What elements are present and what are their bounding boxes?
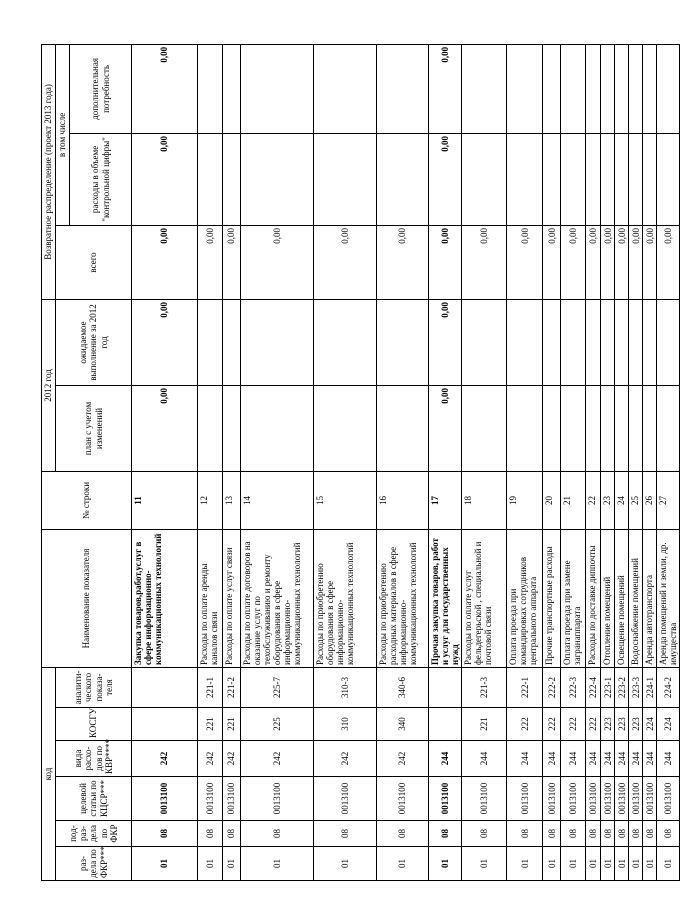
cell-name: Расходы по приобретению расходных материалов в сфере информационно-коммуникационных технологий <box>377 529 429 667</box>
cell-celevoy: 0013100 <box>561 777 586 821</box>
cell-control <box>241 133 314 225</box>
cell-kosgu: 224 <box>657 708 680 741</box>
cell-kosgu: 223 <box>615 708 629 741</box>
cell-total: 0,00 <box>198 225 223 299</box>
cell-kosgu: 223 <box>629 708 643 741</box>
cell-vid: 242 <box>314 741 377 777</box>
header-expected: ожидаемое выполнение за 2012 год <box>56 299 132 385</box>
header-row-number: № строки <box>42 471 132 529</box>
cell-name: Закупка товаров,работ,услуг в сфере информационно-коммуникационных технологий <box>132 529 198 667</box>
cell-kosgu: 225 <box>241 708 314 741</box>
cell-kosgu: 222 <box>507 708 543 741</box>
table-row <box>657 44 680 880</box>
cell-additional <box>198 44 223 133</box>
cell-vid: 242 <box>198 741 223 777</box>
cell-razdel: 01 <box>643 847 657 881</box>
cell-kosgu: 222 <box>543 708 561 741</box>
cell-row-number: 15 <box>314 471 377 529</box>
cell-total: 0,00 <box>462 225 507 299</box>
cell-podrazdel: 08 <box>223 821 241 847</box>
cell-razdel: 01 <box>629 847 643 881</box>
cell-razdel: 01 <box>132 847 198 881</box>
cell-additional <box>507 44 543 133</box>
cell-podrazdel: 08 <box>615 821 629 847</box>
cell-expected <box>241 299 314 385</box>
cell-analit: 221-3 <box>462 667 507 707</box>
cell-analit: 223-1 <box>601 667 615 707</box>
cell-additional <box>643 44 657 133</box>
cell-celevoy: 0013100 <box>198 777 223 821</box>
cell-celevoy: 0013100 <box>507 777 543 821</box>
cell-podrazdel: 08 <box>462 821 507 847</box>
cell-total: 0,00 <box>543 225 561 299</box>
cell-plan <box>314 385 377 471</box>
cell-plan <box>507 385 543 471</box>
cell-total: 0,00 <box>657 225 680 299</box>
cell-vid: 244 <box>615 741 629 777</box>
cell-expected <box>657 299 680 385</box>
cell-podrazdel: 08 <box>601 821 615 847</box>
header-plan: план с учетом изменений <box>56 385 132 471</box>
cell-podrazdel: 08 <box>241 821 314 847</box>
cell-kosgu: 224 <box>643 708 657 741</box>
cell-name: Оплата проезда при командировках сотрудников центрального аппарата <box>507 529 543 667</box>
header-return-distribution: Возвратное распределение (проект 2013 года) <box>42 44 56 299</box>
cell-expected <box>377 299 429 385</box>
cell-plan <box>561 385 586 471</box>
header-total: всего <box>56 225 132 299</box>
cell-vid: 244 <box>429 741 462 777</box>
header-podrazdel: под- раз- дела по ФКР <box>56 821 132 847</box>
cell-celevoy: 0013100 <box>429 777 462 821</box>
cell-celevoy: 0013100 <box>586 777 601 821</box>
header-control: расходы в объеме "контрольной цифры" <box>70 133 132 225</box>
cell-razdel: 01 <box>586 847 601 881</box>
cell-podrazdel: 08 <box>629 821 643 847</box>
cell-control <box>198 133 223 225</box>
cell-vid: 244 <box>601 741 615 777</box>
budget-table <box>41 44 680 881</box>
cell-celevoy: 0013100 <box>615 777 629 821</box>
cell-name: Расходы по оплате аренды каналов связи <box>198 529 223 667</box>
table-row <box>377 44 429 880</box>
table-row <box>615 44 629 880</box>
cell-expected: 0,00 <box>132 299 198 385</box>
table-row <box>223 44 241 880</box>
cell-row-number: 23 <box>601 471 615 529</box>
cell-celevoy: 0013100 <box>132 777 198 821</box>
cell-vid: 244 <box>561 741 586 777</box>
cell-row-number: 27 <box>657 471 680 529</box>
cell-total: 0,00 <box>241 225 314 299</box>
table-row <box>198 44 223 880</box>
cell-total: 0,00 <box>429 225 462 299</box>
cell-podrazdel: 08 <box>657 821 680 847</box>
header-kosgu: КОСГУ <box>56 708 132 741</box>
cell-kosgu: 310 <box>314 708 377 741</box>
cell-razdel: 01 <box>507 847 543 881</box>
cell-podrazdel: 08 <box>507 821 543 847</box>
cell-vid: 244 <box>643 741 657 777</box>
cell-additional <box>657 44 680 133</box>
cell-additional <box>377 44 429 133</box>
cell-podrazdel: 08 <box>643 821 657 847</box>
cell-expected <box>507 299 543 385</box>
cell-razdel: 01 <box>657 847 680 881</box>
cell-row-number: 21 <box>561 471 586 529</box>
cell-kosgu: 222 <box>586 708 601 741</box>
header-kod: код <box>42 667 56 880</box>
cell-control: 0,00 <box>132 133 198 225</box>
table-row <box>586 44 601 880</box>
cell-celevoy: 0013100 <box>241 777 314 821</box>
cell-expected <box>629 299 643 385</box>
cell-podrazdel: 08 <box>561 821 586 847</box>
cell-additional <box>561 44 586 133</box>
cell-control <box>629 133 643 225</box>
cell-kosgu: 223 <box>601 708 615 741</box>
cell-control <box>314 133 377 225</box>
cell-expected <box>601 299 615 385</box>
cell-razdel: 01 <box>241 847 314 881</box>
cell-additional <box>615 44 629 133</box>
cell-expected <box>314 299 377 385</box>
table-row <box>643 44 657 880</box>
cell-total: 0,00 <box>132 225 198 299</box>
cell-expected <box>198 299 223 385</box>
header-celevoy: целевой статьи по КЦСР*** <box>56 777 132 821</box>
rotated-page <box>41 45 679 881</box>
cell-plan <box>586 385 601 471</box>
cell-plan <box>543 385 561 471</box>
cell-additional <box>629 44 643 133</box>
cell-row-number: 18 <box>462 471 507 529</box>
cell-analit: 221-1 <box>198 667 223 707</box>
cell-row-number: 11 <box>132 471 198 529</box>
cell-kosgu <box>132 708 198 741</box>
cell-plan: 0,00 <box>132 385 198 471</box>
cell-expected <box>586 299 601 385</box>
cell-total: 0,00 <box>223 225 241 299</box>
cell-analit: 223-3 <box>629 667 643 707</box>
header-additional: дополнительная потребность <box>70 44 132 133</box>
table-row <box>543 44 561 880</box>
cell-name: Отопление помещений <box>601 529 615 667</box>
cell-podrazdel: 08 <box>314 821 377 847</box>
cell-row-number: 17 <box>429 471 462 529</box>
cell-vid: 242 <box>377 741 429 777</box>
cell-total: 0,00 <box>507 225 543 299</box>
cell-razdel: 01 <box>615 847 629 881</box>
cell-plan <box>462 385 507 471</box>
cell-celevoy: 0013100 <box>643 777 657 821</box>
cell-row-number: 20 <box>543 471 561 529</box>
table-row <box>507 44 543 880</box>
cell-row-number: 12 <box>198 471 223 529</box>
cell-name: Расходы по оплате договоров на оказание услуг по техобслуживанию и ремонту оборудования в сфере информационно-коммуникационных технологий <box>241 529 314 667</box>
table-row <box>429 44 462 880</box>
cell-analit: 222-4 <box>586 667 601 707</box>
cell-plan <box>377 385 429 471</box>
cell-plan <box>643 385 657 471</box>
cell-additional <box>586 44 601 133</box>
table-row <box>462 44 507 880</box>
cell-analit: 222-1 <box>507 667 543 707</box>
cell-podrazdel: 08 <box>429 821 462 847</box>
cell-name: Аренда автотранспорта <box>643 529 657 667</box>
cell-analit <box>429 667 462 707</box>
cell-plan <box>657 385 680 471</box>
cell-additional: 0,00 <box>132 44 198 133</box>
cell-podrazdel: 08 <box>132 821 198 847</box>
cell-control: 0,00 <box>429 133 462 225</box>
cell-expected <box>462 299 507 385</box>
cell-expected <box>561 299 586 385</box>
cell-razdel: 01 <box>429 847 462 881</box>
cell-analit: 223-2 <box>615 667 629 707</box>
cell-analit: 222-2 <box>543 667 561 707</box>
header-analit: аналити- ческого показа- теля <box>56 667 132 707</box>
cell-control <box>586 133 601 225</box>
cell-vid: 242 <box>132 741 198 777</box>
cell-celevoy: 0013100 <box>314 777 377 821</box>
cell-analit: 224-2 <box>657 667 680 707</box>
cell-total: 0,00 <box>601 225 615 299</box>
cell-celevoy: 0013100 <box>543 777 561 821</box>
cell-expected <box>223 299 241 385</box>
cell-podrazdel: 08 <box>543 821 561 847</box>
cell-total: 0,00 <box>561 225 586 299</box>
cell-vid: 242 <box>223 741 241 777</box>
cell-control <box>462 133 507 225</box>
cell-additional: 0,00 <box>429 44 462 133</box>
cell-razdel: 01 <box>601 847 615 881</box>
cell-control <box>561 133 586 225</box>
header-including: в том числе <box>56 44 70 225</box>
cell-total: 0,00 <box>615 225 629 299</box>
cell-podrazdel: 08 <box>377 821 429 847</box>
cell-additional <box>601 44 615 133</box>
header-year-2012: 2012 год <box>42 299 56 471</box>
cell-vid: 242 <box>241 741 314 777</box>
cell-celevoy: 0013100 <box>601 777 615 821</box>
cell-name: Аренда помещений и земли, др. имущества <box>657 529 680 667</box>
cell-plan <box>629 385 643 471</box>
cell-control <box>377 133 429 225</box>
header-razdel: раз- дела по ФКР*** <box>56 847 132 881</box>
cell-celevoy: 0013100 <box>657 777 680 821</box>
cell-vid: 244 <box>657 741 680 777</box>
cell-row-number: 19 <box>507 471 543 529</box>
cell-razdel: 01 <box>377 847 429 881</box>
table-row <box>241 44 314 880</box>
cell-name: Водоснабжение помещений <box>629 529 643 667</box>
cell-expected <box>615 299 629 385</box>
cell-name: Прочая закупка товаров, работ и услуг для государственных нужд <box>429 529 462 667</box>
cell-vid: 244 <box>629 741 643 777</box>
cell-control <box>657 133 680 225</box>
cell-row-number: 22 <box>586 471 601 529</box>
cell-control <box>223 133 241 225</box>
cell-name: Расходы по доставке диппочты <box>586 529 601 667</box>
cell-razdel: 01 <box>462 847 507 881</box>
cell-kosgu: 222 <box>561 708 586 741</box>
cell-podrazdel: 08 <box>198 821 223 847</box>
cell-analit <box>132 667 198 707</box>
cell-expected: 0,00 <box>429 299 462 385</box>
cell-vid: 244 <box>462 741 507 777</box>
cell-kosgu <box>429 708 462 741</box>
cell-total: 0,00 <box>314 225 377 299</box>
cell-control <box>643 133 657 225</box>
cell-control <box>615 133 629 225</box>
cell-plan <box>223 385 241 471</box>
cell-total: 0,00 <box>629 225 643 299</box>
cell-plan <box>615 385 629 471</box>
cell-analit: 310-3 <box>314 667 377 707</box>
table-row <box>629 44 643 880</box>
cell-vid: 244 <box>543 741 561 777</box>
cell-total: 0,00 <box>643 225 657 299</box>
cell-podrazdel: 08 <box>586 821 601 847</box>
cell-plan <box>601 385 615 471</box>
cell-celevoy: 0013100 <box>629 777 643 821</box>
cell-row-number: 16 <box>377 471 429 529</box>
header-name: Наименование показателя <box>42 529 132 667</box>
cell-razdel: 01 <box>198 847 223 881</box>
cell-name: Прочие транспортные расходы <box>543 529 561 667</box>
cell-vid: 244 <box>507 741 543 777</box>
cell-control <box>507 133 543 225</box>
cell-kosgu: 221 <box>198 708 223 741</box>
cell-name: Расходы по оплате услуг связи <box>223 529 241 667</box>
cell-name: Оплата проезда при замене загранаппарата <box>561 529 586 667</box>
cell-additional <box>543 44 561 133</box>
cell-additional <box>241 44 314 133</box>
cell-analit: 221-2 <box>223 667 241 707</box>
cell-plan: 0,00 <box>429 385 462 471</box>
cell-total: 0,00 <box>586 225 601 299</box>
table-row <box>601 44 615 880</box>
cell-analit: 224-1 <box>643 667 657 707</box>
cell-razdel: 01 <box>561 847 586 881</box>
cell-analit: 225-7 <box>241 667 314 707</box>
cell-row-number: 14 <box>241 471 314 529</box>
cell-kosgu: 221 <box>223 708 241 741</box>
cell-celevoy: 0013100 <box>223 777 241 821</box>
cell-additional <box>223 44 241 133</box>
cell-additional <box>462 44 507 133</box>
cell-analit: 222-3 <box>561 667 586 707</box>
cell-razdel: 01 <box>543 847 561 881</box>
cell-kosgu: 221 <box>462 708 507 741</box>
table-row <box>132 44 198 880</box>
cell-row-number: 25 <box>629 471 643 529</box>
cell-razdel: 01 <box>223 847 241 881</box>
cell-total: 0,00 <box>377 225 429 299</box>
cell-name: Расходы по приобретению оборудования в сфере информационно-коммуникационных технологий <box>314 529 377 667</box>
cell-row-number: 26 <box>643 471 657 529</box>
cell-celevoy: 0013100 <box>462 777 507 821</box>
cell-name: Освещение помещений <box>615 529 629 667</box>
cell-control <box>601 133 615 225</box>
cell-name: Расходы по оплате услуг фельдегерьской , специальной и почтовой связи <box>462 529 507 667</box>
cell-kosgu: 340 <box>377 708 429 741</box>
cell-expected <box>643 299 657 385</box>
cell-plan <box>198 385 223 471</box>
table-row <box>314 44 377 880</box>
cell-vid: 244 <box>586 741 601 777</box>
cell-razdel: 01 <box>314 847 377 881</box>
cell-additional <box>314 44 377 133</box>
cell-control <box>543 133 561 225</box>
cell-row-number: 24 <box>615 471 629 529</box>
cell-analit: 340-6 <box>377 667 429 707</box>
table-row <box>561 44 586 880</box>
cell-plan <box>241 385 314 471</box>
header-vid: вида расхо- дов по КВР**** <box>56 741 132 777</box>
cell-celevoy: 0013100 <box>377 777 429 821</box>
cell-row-number: 13 <box>223 471 241 529</box>
cell-expected <box>543 299 561 385</box>
